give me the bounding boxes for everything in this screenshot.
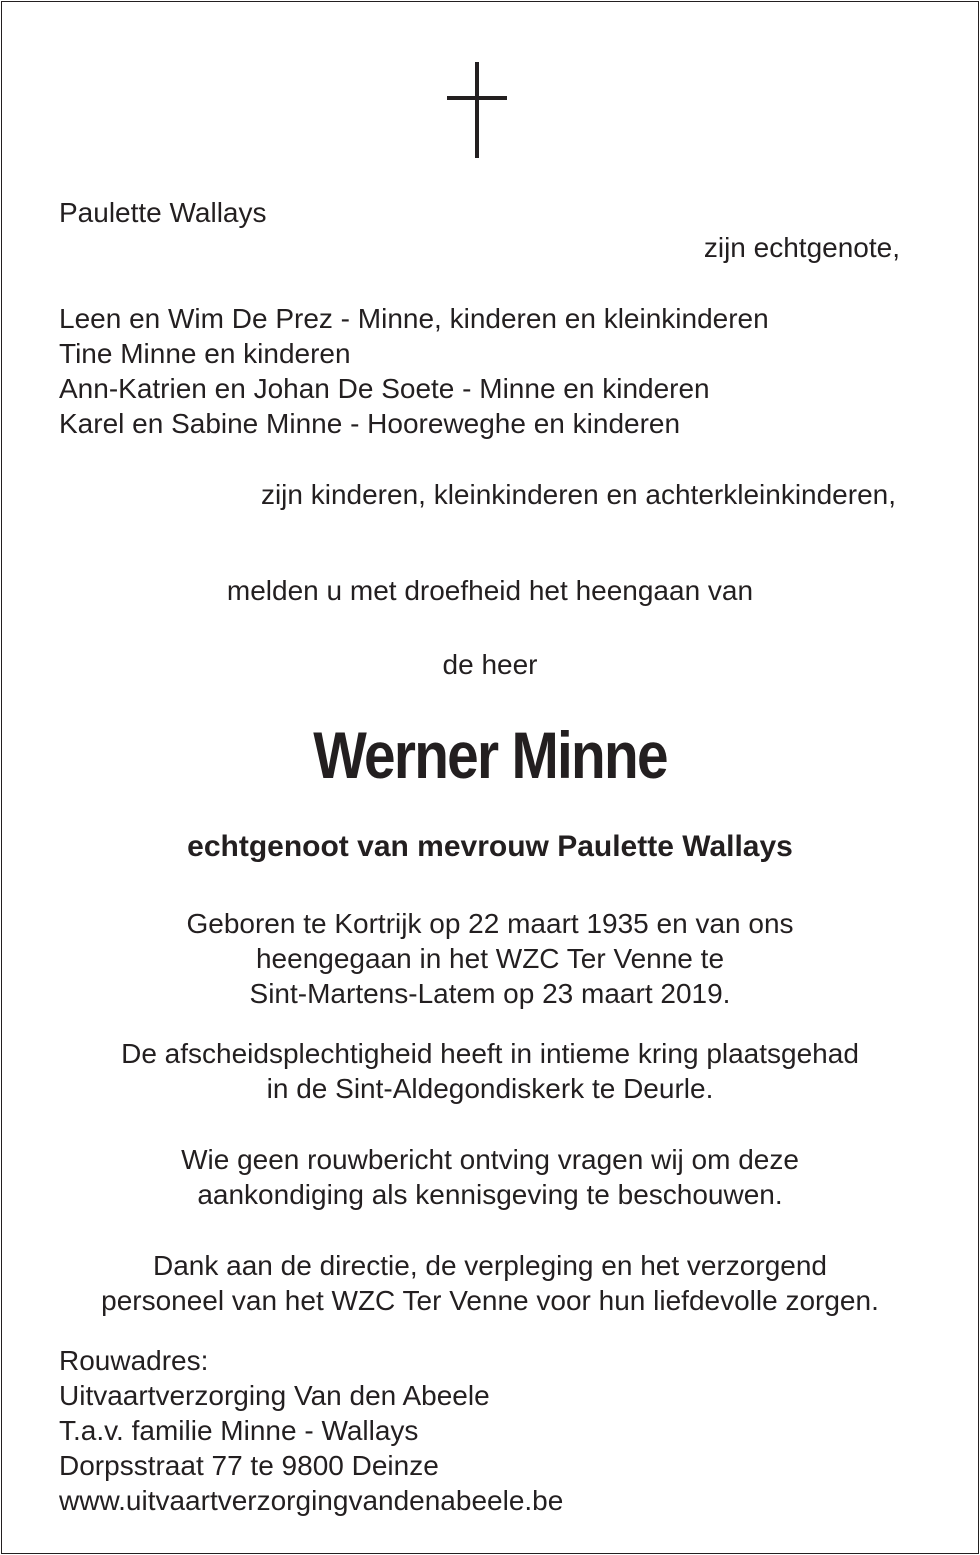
deceased-name: Werner Minne — [313, 718, 667, 792]
child-line: Ann-Katrien en Johan De Soete - Minne en kinderen — [59, 373, 710, 404]
address-line: Dorpsstraat 77 te 9800 Deinze — [59, 1450, 439, 1481]
birth-death-line: heengegaan in het WZC Ter Venne te — [255, 943, 725, 974]
child-line: Leen en Wim De Prez - Minne, kinderen en kleinkinderen — [59, 303, 769, 334]
cross-icon-vertical-bar — [475, 62, 479, 158]
address-website: www.uitvaartverzorgingvandenabeele.be — [59, 1485, 564, 1516]
spouse-name: Paulette Wallays — [59, 197, 267, 228]
cross-icon — [447, 62, 507, 158]
birth-death-line: Sint-Martens-Latem op 23 maart 2019. — [249, 978, 731, 1009]
spouse-relation: zijn echtgenote, — [703, 232, 900, 263]
address-line: T.a.v. familie Minne - Wallays — [59, 1415, 419, 1446]
ceremony-line: De afscheidsplechtigheid heeft in intieme kring plaatsgehad — [121, 1038, 859, 1069]
honorific: de heer — [442, 649, 538, 680]
deceased-subtitle: echtgenoot van mevrouw Paulette Wallays — [187, 830, 793, 863]
notice-text-line: aankondiging als kennisgeving te beschouwen. — [197, 1179, 783, 1210]
birth-death-line: Geboren te Kortrijk op 22 maart 1935 en van ons — [186, 908, 794, 939]
child-line: Tine Minne en kinderen — [59, 338, 351, 369]
thanks-line: personeel van het WZC Ter Venne voor hun liefdevolle zorgen. — [101, 1285, 879, 1316]
address-label: Rouwadres: — [59, 1345, 209, 1376]
ceremony-line: in de Sint-Aldegondiskerk te Deurle. — [266, 1073, 714, 1104]
notice-text-line: Wie geen rouwbericht ontving vragen wij om deze — [181, 1144, 799, 1175]
thanks-line: Dank aan de directie, de verpleging en het verzorgend — [153, 1250, 827, 1281]
cross-icon-horizontal-bar — [447, 96, 507, 100]
children-relation: zijn kinderen, kleinkinderen en achterkleinkinderen, — [260, 479, 896, 510]
child-line: Karel en Sabine Minne - Hooreweghe en kinderen — [59, 408, 681, 439]
announcement: melden u met droefheid het heengaan van — [226, 575, 754, 606]
address-line: Uitvaartverzorging Van den Abeele — [59, 1380, 490, 1411]
